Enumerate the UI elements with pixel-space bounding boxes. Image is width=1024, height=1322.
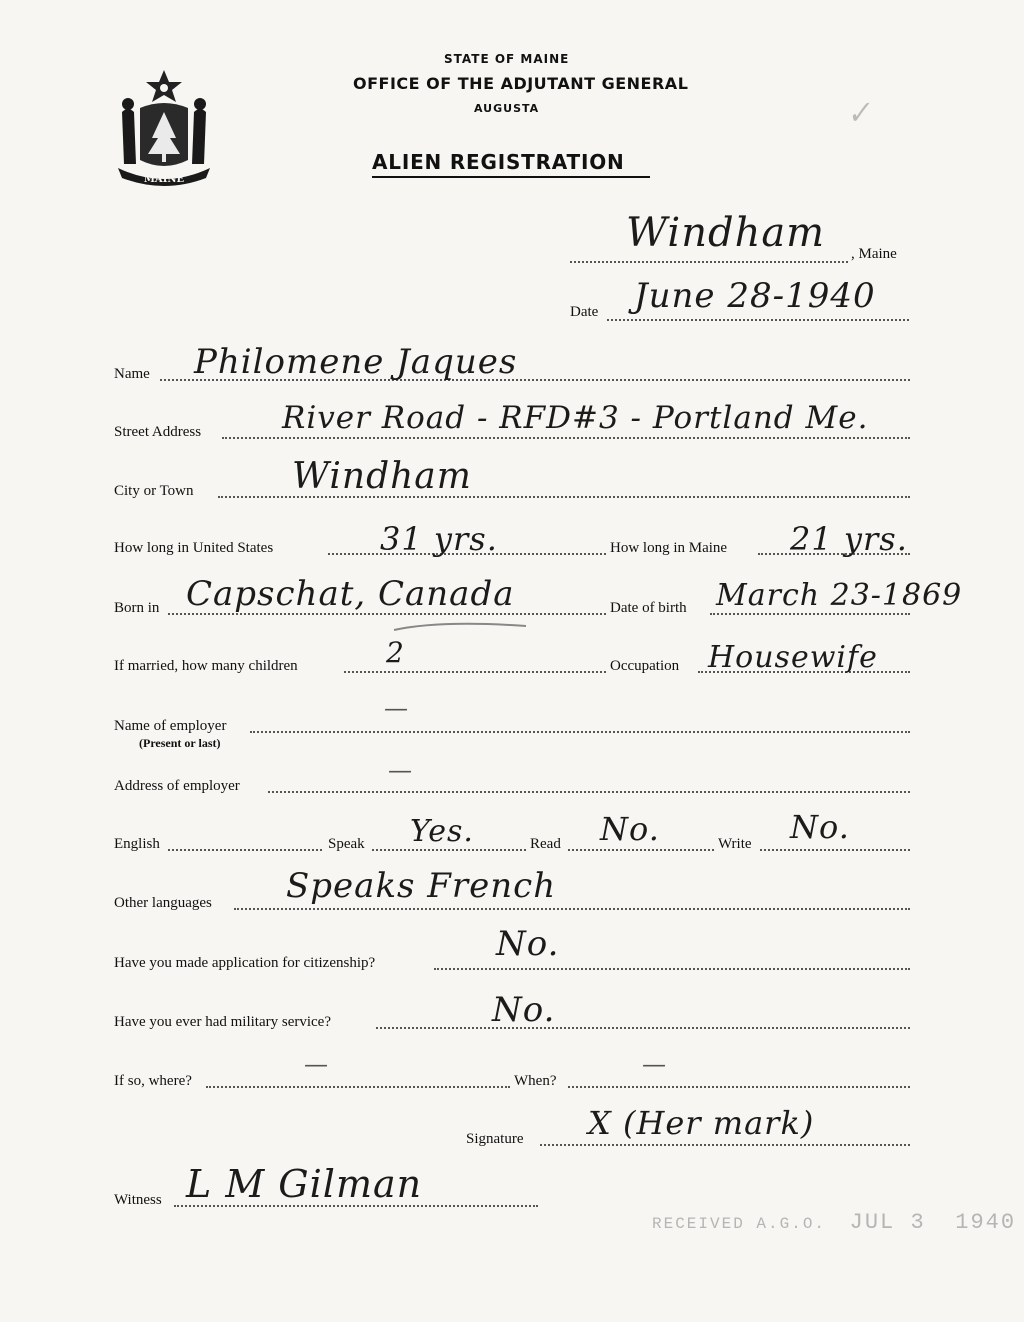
read-line [568, 849, 714, 851]
employer-name-entry[interactable]: — [384, 694, 409, 722]
received-stamp-date: JUL 3 [849, 1210, 926, 1235]
received-stamp-text: RECEIVED A.G.O. [652, 1215, 827, 1233]
read-entry[interactable]: No. [600, 810, 660, 848]
write-label: Write [718, 836, 752, 852]
state-heading: STATE OF MAINE [444, 52, 570, 66]
seal-lettering: MAINE [143, 174, 185, 185]
other-languages-entry[interactable]: Speaks French [286, 866, 557, 906]
form-title: ALIEN REGISTRATION [372, 150, 650, 178]
employer-address-label: Address of employer [114, 778, 240, 794]
birth-date-line [710, 613, 910, 615]
maine-label: , Maine [851, 246, 897, 262]
write-line [760, 849, 910, 851]
town-line [570, 261, 848, 263]
english-line [168, 849, 322, 851]
born-in-label: Born in [114, 600, 160, 616]
witness-entry[interactable]: L M Gilman [186, 1162, 423, 1206]
when-label: When? [514, 1073, 557, 1089]
birth-date-label: Date of birth [610, 600, 687, 616]
employer-name-label: Name of employer [114, 718, 227, 734]
street-entry[interactable]: River Road - RFD#3 - Portland Me. [282, 400, 869, 436]
military-line [376, 1027, 910, 1029]
children-entry[interactable]: 2 [386, 636, 405, 669]
citizenship-entry[interactable]: No. [496, 924, 560, 964]
employer-note: (Present or last) [139, 736, 221, 750]
pen-stroke [390, 618, 530, 636]
years-maine-entry[interactable]: 21 yrs. [790, 520, 908, 558]
date-label: Date [570, 304, 599, 320]
when-line [568, 1086, 910, 1088]
military-label: Have you ever had military service? [114, 1014, 331, 1030]
children-line [344, 671, 606, 673]
city-entry[interactable]: Windham [292, 456, 472, 497]
where-label: If so, where? [114, 1073, 192, 1089]
witness-label: Witness [114, 1192, 162, 1208]
birthplace-entry[interactable]: Capschat, Canada [186, 574, 515, 614]
years-us-entry[interactable]: 31 yrs. [380, 520, 498, 558]
speak-label: Speak [328, 836, 365, 852]
date-line [607, 319, 909, 321]
street-label: Street Address [114, 424, 202, 440]
citizenship-line [434, 968, 910, 970]
years-us-label: How long in United States [114, 540, 274, 556]
occupation-label: Occupation [610, 658, 680, 674]
where-entry[interactable]: — [304, 1050, 329, 1078]
name-entry[interactable]: Philomene Jaques [194, 342, 518, 382]
maine-state-seal-logo [112, 68, 216, 190]
write-entry[interactable]: No. [790, 808, 850, 846]
occupation-entry[interactable]: Housewife [708, 640, 878, 675]
signature-entry[interactable]: X (Her mark) [588, 1104, 815, 1142]
city-label: City or Town [114, 483, 194, 499]
received-stamp-year: 1940 [955, 1210, 1017, 1235]
children-label: If married, how many children [114, 658, 298, 674]
office-heading: OFFICE OF THE ADJUTANT GENERAL [353, 74, 689, 93]
other-languages-label: Other languages [114, 895, 212, 911]
check-mark-icon: ✓ [843, 94, 875, 133]
birth-date-entry[interactable]: March 23-1869 [716, 578, 963, 613]
city-heading: AUGUSTA [474, 102, 540, 115]
employer-address-entry[interactable]: — [388, 756, 413, 784]
name-label: Name [114, 366, 150, 382]
english-label: English [114, 836, 160, 852]
street-line [222, 437, 910, 439]
received-stamp [652, 1210, 1016, 1235]
military-entry[interactable]: No. [492, 990, 556, 1030]
citizenship-label: Have you made application for citizenship? [114, 955, 376, 971]
town-entry[interactable]: Windham [626, 210, 826, 256]
speak-entry[interactable]: Yes. [410, 814, 474, 849]
employer-address-line [268, 791, 910, 793]
date-entry[interactable]: June 28-1940 [634, 276, 876, 316]
where-line [206, 1086, 510, 1088]
speak-line [372, 849, 526, 851]
when-entry[interactable]: — [642, 1050, 667, 1078]
years-maine-label: How long in Maine [610, 540, 728, 556]
read-label: Read [530, 836, 561, 852]
signature-label: Signature [466, 1131, 524, 1147]
signature-line [540, 1144, 910, 1146]
employer-name-line [250, 731, 910, 733]
other-languages-line [234, 908, 910, 910]
